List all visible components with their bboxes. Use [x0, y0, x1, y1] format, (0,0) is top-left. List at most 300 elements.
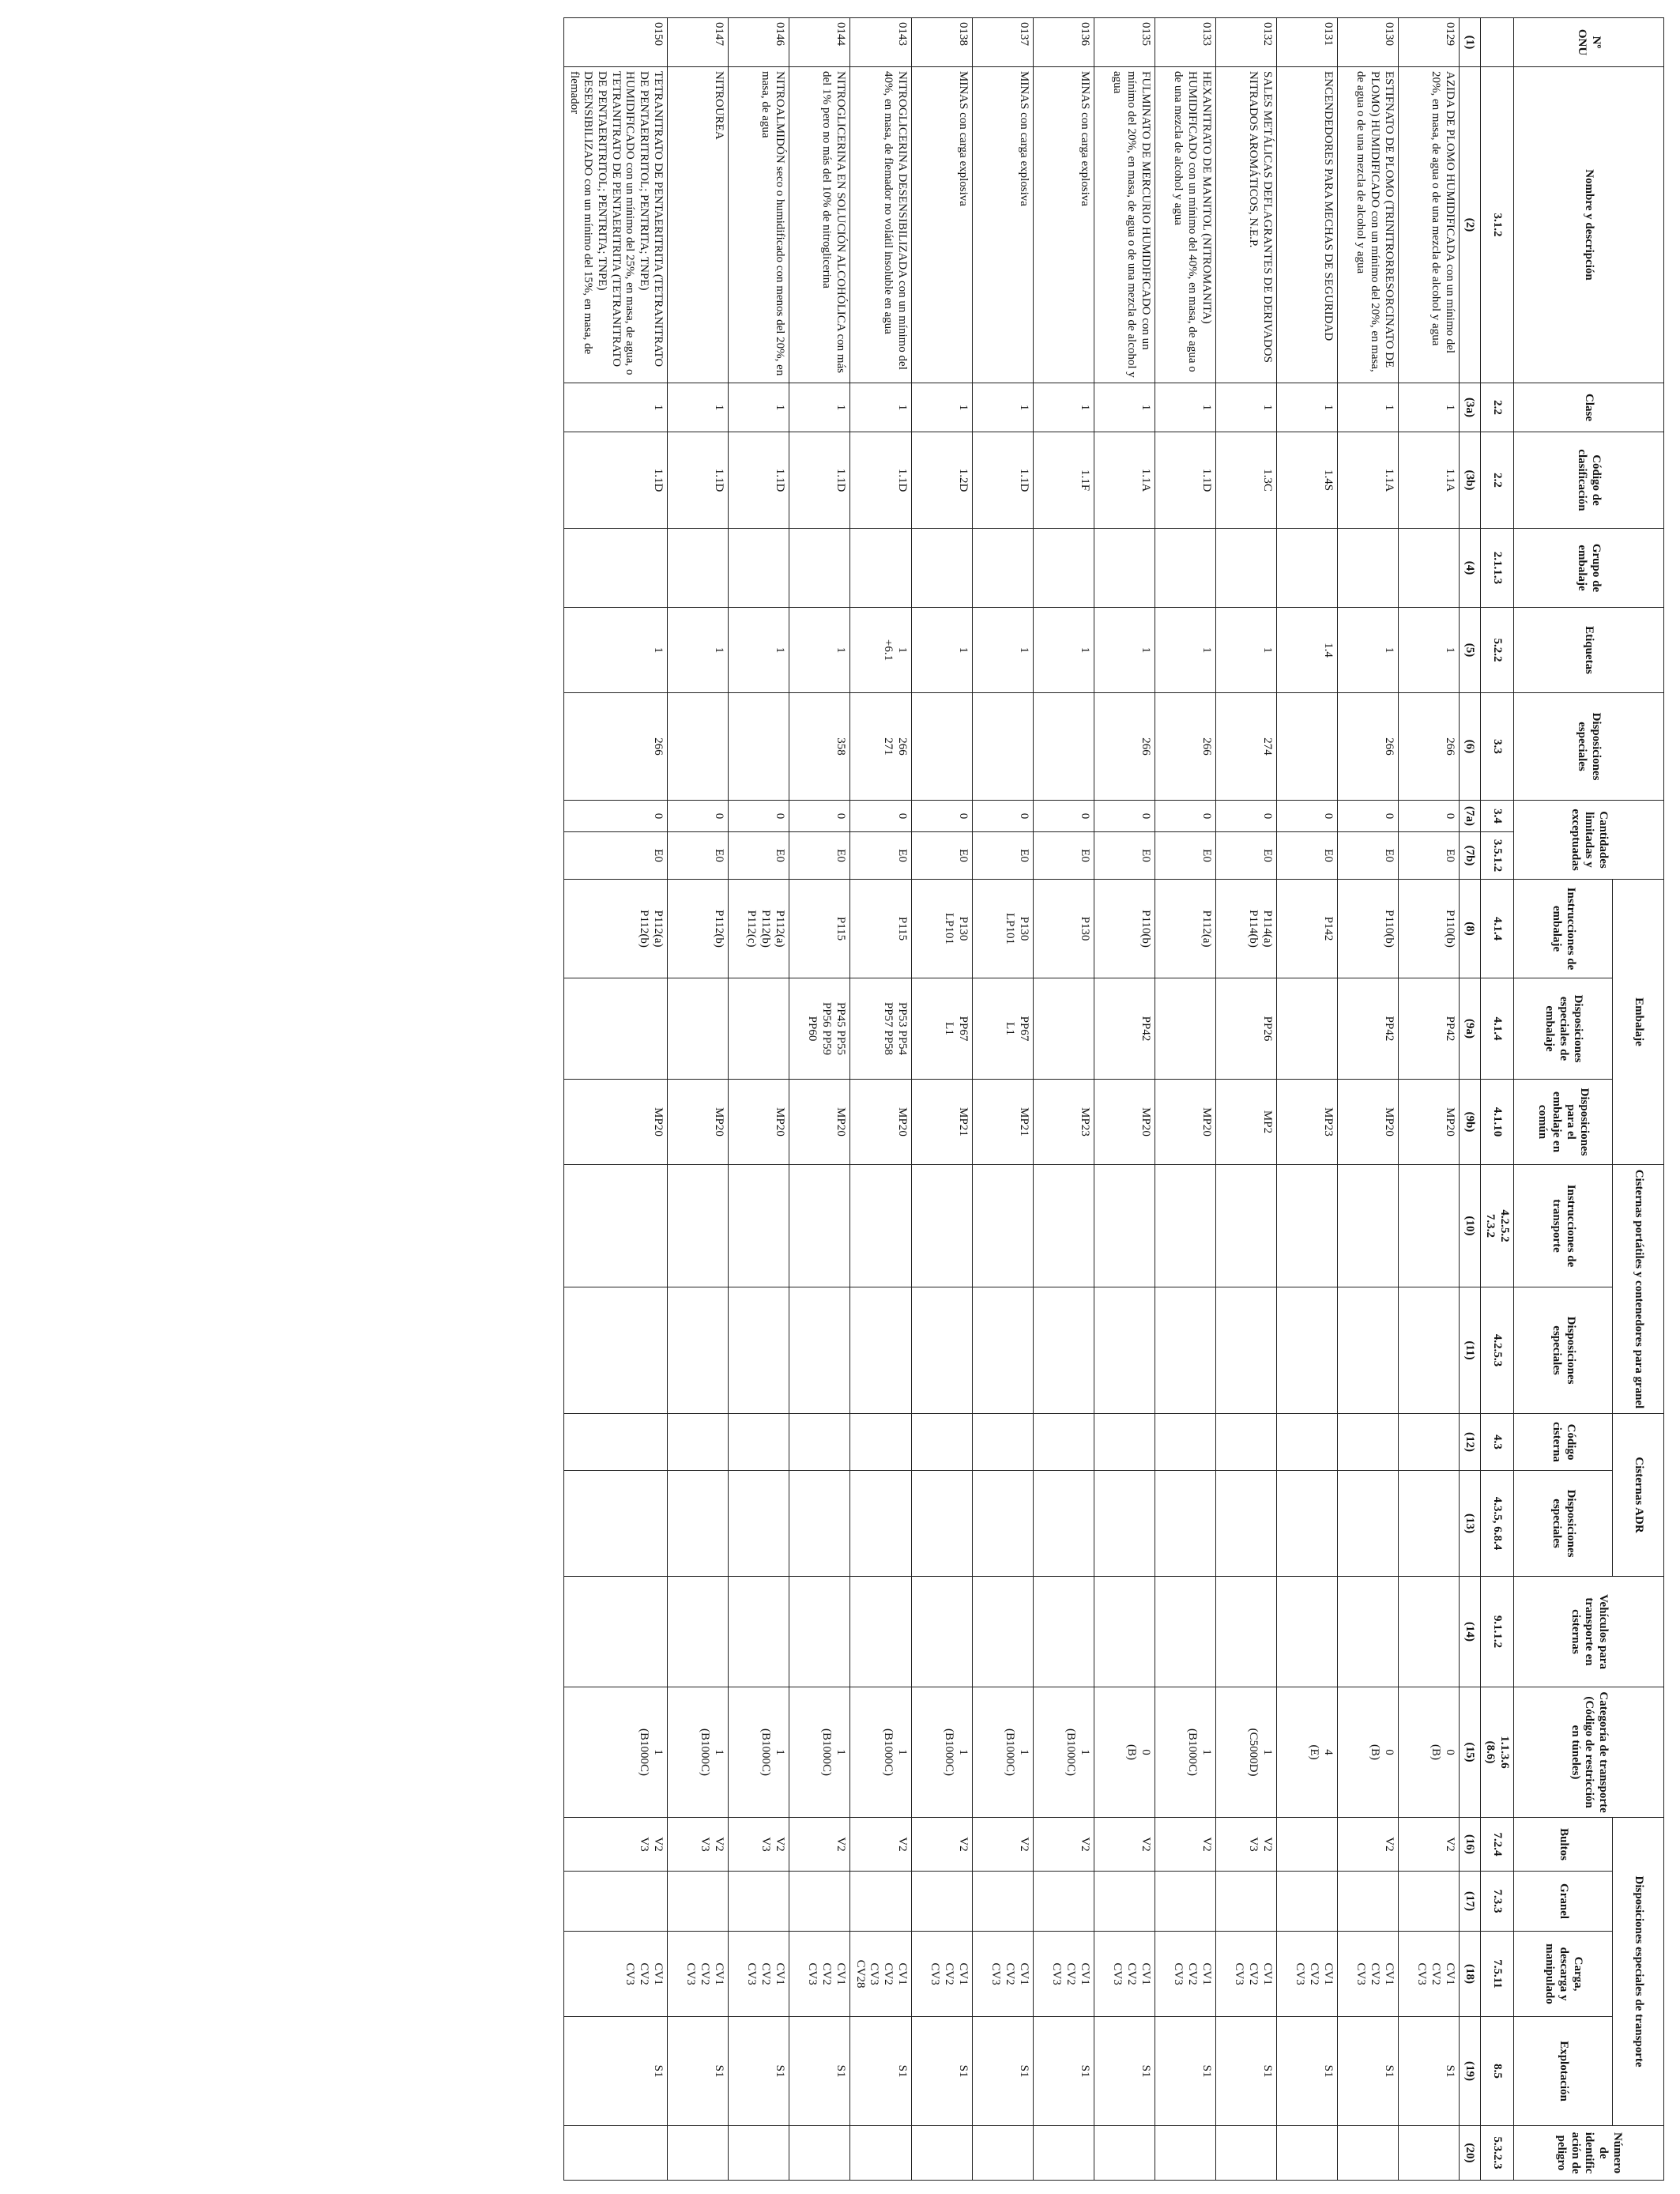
un-cell: 0129	[1398, 18, 1459, 67]
cantidad-limitada-cell: 0	[972, 801, 1033, 832]
ref-cell: 3.1.2	[1480, 67, 1513, 383]
num-cell: (2)	[1459, 67, 1480, 383]
bultos-cell: V2 V3	[1215, 1818, 1276, 1872]
disp-especiales-cp-cell	[1337, 1287, 1398, 1414]
categoria-cell: 1 (B1000C)	[564, 1687, 668, 1818]
num-cell: (6)	[1459, 693, 1480, 801]
num-cell: (9b)	[1459, 1080, 1480, 1165]
disp-especiales-embalaje-cell	[1276, 978, 1337, 1080]
grupo-cell	[1337, 529, 1398, 608]
dangerous-goods-table	[563, 17, 1664, 2181]
col-disp-especiales-adr-header: Disposiciones especiales	[1514, 1471, 1613, 1577]
num-cell: (4)	[1459, 529, 1480, 608]
table-row	[728, 18, 789, 2181]
codigo-cisterna-cell	[789, 1414, 849, 1471]
codigo-cell: 1.1D	[789, 432, 849, 529]
disp-especiales-adr-cell	[1215, 1471, 1276, 1577]
vehiculos-cell	[911, 1577, 972, 1687]
codigo-cisterna-cell	[1215, 1414, 1276, 1471]
cantidad-limitada-cell: 0	[1276, 801, 1337, 832]
disp-especiales-embalaje-cell: PP42	[1398, 978, 1459, 1080]
codigo-cell: 1.1D	[564, 432, 668, 529]
clase-cell: 1	[728, 383, 789, 432]
col-disp-especiales-cp-header: Disposiciones especiales	[1514, 1287, 1613, 1414]
explotacion-cell: S1	[1215, 2017, 1276, 2126]
instrucciones-transporte-cell	[1215, 1165, 1276, 1287]
cantidad-exceptuada-cell: E0	[1033, 832, 1094, 880]
disp-especiales-cp-cell	[1094, 1287, 1155, 1414]
codigo-cell: 1.1D	[849, 432, 911, 529]
explotacion-cell: S1	[728, 2017, 789, 2126]
disp-especiales-embalaje-cell: PP53 PP54 PP57 PP58	[849, 978, 911, 1080]
table-row	[1033, 18, 1094, 2181]
name-cell: AZIDA DE PLOMO HUMIDIFICADA con un mínimo del 20%, en masa, de agua o de una mezcla de alcohol y agua	[1398, 67, 1459, 383]
col-carga-header: Carga, descarga y manipulado	[1514, 1932, 1613, 2017]
num-cell: (8)	[1459, 880, 1480, 978]
clase-cell: 1	[667, 383, 728, 432]
vehiculos-cell	[789, 1577, 849, 1687]
instrucciones-transporte-cell	[1155, 1165, 1215, 1287]
codigo-cell: 1.1F	[1033, 432, 1094, 529]
codigo-cell: 1.1A	[1094, 432, 1155, 529]
disp-embalaje-comun-cell: MP23	[1033, 1080, 1094, 1165]
numero-peligro-cell	[972, 2126, 1033, 2181]
carga-cell: CV1 CV2 CV3 CV28	[849, 1932, 911, 2017]
codigo-cell: 1.1A	[1337, 432, 1398, 529]
cantidad-exceptuada-cell: E0	[1094, 832, 1155, 880]
carga-cell: CV1 CV2 CV3	[1337, 1932, 1398, 2017]
un-cell: 0147	[667, 18, 728, 67]
num-cell: (12)	[1459, 1414, 1480, 1471]
clase-cell: 1	[1337, 383, 1398, 432]
vehiculos-cell	[728, 1577, 789, 1687]
granel-cell	[849, 1872, 911, 1932]
ref-cell: 3.5.1.2	[1480, 832, 1513, 880]
disp-especiales-adr-cell	[1155, 1471, 1215, 1577]
cantidad-limitada-cell: 0	[789, 801, 849, 832]
num-cell: (13)	[1459, 1471, 1480, 1577]
ref-cell: 4.3.5, 6.8.4	[1480, 1471, 1513, 1577]
cantidad-limitada-cell: 0	[728, 801, 789, 832]
disp-especiales-cell: 266	[1337, 693, 1398, 801]
col-instrucciones-transporte-header: Instrucciones de transporte	[1514, 1165, 1613, 1287]
granel-cell	[1337, 1872, 1398, 1932]
disp-especiales-cell	[911, 693, 972, 801]
instrucciones-embalaje-cell: P130 LP101	[972, 880, 1033, 978]
codigo-cisterna-cell	[849, 1414, 911, 1471]
instrucciones-transporte-cell	[1033, 1165, 1094, 1287]
un-cell: 0132	[1215, 18, 1276, 67]
disp-especiales-cell: 266	[1094, 693, 1155, 801]
un-cell: 0144	[789, 18, 849, 67]
ref-cell	[1480, 18, 1513, 67]
categoria-cell: 1 (B1000C)	[1033, 1687, 1094, 1818]
reference-row	[1480, 18, 1513, 2181]
disp-especiales-cell: 266	[1155, 693, 1215, 801]
ref-cell: 5.2.2	[1480, 608, 1513, 693]
disp-embalaje-comun-cell: MP20	[849, 1080, 911, 1165]
explotacion-cell: S1	[564, 2017, 668, 2126]
grupo-cell	[1155, 529, 1215, 608]
instrucciones-embalaje-cell: P110(b)	[1398, 880, 1459, 978]
carga-cell: CV1 CV2 CV3	[911, 1932, 972, 2017]
grupo-cell	[728, 529, 789, 608]
col-bultos-header: Bultos	[1514, 1818, 1613, 1872]
col-numero-peligro-header: Número de identificación de peligro	[1514, 2126, 1664, 2181]
carga-cell: CV1 CV2 CV3	[972, 1932, 1033, 2017]
num-cell: (16)	[1459, 1818, 1480, 1872]
num-cell: (11)	[1459, 1287, 1480, 1414]
col-codigo-cisterna-header: Código cisterna	[1514, 1414, 1613, 1471]
vehiculos-cell	[1398, 1577, 1459, 1687]
un-cell: 0146	[728, 18, 789, 67]
instrucciones-embalaje-cell: P112(a)	[1155, 880, 1215, 978]
grupo-cell	[1215, 529, 1276, 608]
un-cell: 0138	[911, 18, 972, 67]
disp-embalaje-comun-cell: MP23	[1276, 1080, 1337, 1165]
codigo-cell: 1.3C	[1215, 432, 1276, 529]
disp-embalaje-comun-cell: MP20	[1398, 1080, 1459, 1165]
disp-especiales-adr-cell	[1276, 1471, 1337, 1577]
explotacion-cell: S1	[972, 2017, 1033, 2126]
num-cell: (20)	[1459, 2126, 1480, 2181]
disp-especiales-embalaje-cell: PP26	[1215, 978, 1276, 1080]
codigo-cisterna-cell	[972, 1414, 1033, 1471]
clase-cell: 1	[1276, 383, 1337, 432]
col-disp-especiales-embalaje-header: Disposiciones especiales de embalaje	[1514, 978, 1613, 1080]
bultos-cell: V2	[911, 1818, 972, 1872]
numero-peligro-cell	[1398, 2126, 1459, 2181]
grupo-cell	[911, 529, 972, 608]
cantidad-exceptuada-cell: E0	[911, 832, 972, 880]
ref-cell: 8.5	[1480, 2017, 1513, 2126]
disp-especiales-cell	[972, 693, 1033, 801]
cantidad-exceptuada-cell: E0	[564, 832, 668, 880]
table-row	[849, 18, 911, 2181]
disp-especiales-embalaje-cell: PP45 PP55 PP56 PP59 PP60	[789, 978, 849, 1080]
name-cell: NITROALMIDÓN seco o humidificado con menos del 20%, en masa, de agua	[728, 67, 789, 383]
instrucciones-transporte-cell	[911, 1165, 972, 1287]
etiquetas-cell: 1	[1398, 608, 1459, 693]
instrucciones-transporte-cell	[849, 1165, 911, 1287]
clase-cell: 1	[972, 383, 1033, 432]
disp-especiales-cell: 274	[1215, 693, 1276, 801]
cantidad-limitada-cell: 0	[564, 801, 668, 832]
etiquetas-cell: 1.4	[1276, 608, 1337, 693]
group-cisternas-adr-header: Cisternas ADR	[1613, 1414, 1664, 1577]
un-cell: 0150	[564, 18, 668, 67]
cantidad-exceptuada-cell: E0	[1215, 832, 1276, 880]
ref-cell: 7.2.4	[1480, 1818, 1513, 1872]
explotacion-cell: S1	[1337, 2017, 1398, 2126]
vehiculos-cell	[1215, 1577, 1276, 1687]
explotacion-cell: S1	[1276, 2017, 1337, 2126]
instrucciones-embalaje-cell: P112(a) P112(b)	[564, 880, 668, 978]
etiquetas-cell: 1	[1215, 608, 1276, 693]
disp-embalaje-comun-cell: MP20	[728, 1080, 789, 1165]
disp-especiales-embalaje-cell	[667, 978, 728, 1080]
etiquetas-cell: 1	[667, 608, 728, 693]
grupo-cell	[1094, 529, 1155, 608]
disp-especiales-cp-cell	[849, 1287, 911, 1414]
clase-cell: 1	[1033, 383, 1094, 432]
col-disp-embalaje-comun-header: Disposiciones para el embalaje en común	[1514, 1080, 1613, 1165]
cantidad-exceptuada-cell: E0	[789, 832, 849, 880]
disp-especiales-adr-cell	[728, 1471, 789, 1577]
cantidad-limitada-cell: 0	[1155, 801, 1215, 832]
disp-especiales-cell: 266	[564, 693, 668, 801]
carga-cell: CV1 CV2 CV3	[667, 1932, 728, 2017]
grupo-cell	[667, 529, 728, 608]
categoria-cell: 1 (B1000C)	[667, 1687, 728, 1818]
name-cell: NITROGLICERINA DESENSIBILIZADA con un mínimo del 40%, en masa, de flemador no volátil insoluble en agua	[849, 67, 911, 383]
bultos-cell: V2	[789, 1818, 849, 1872]
codigo-cell: 1.4S	[1276, 432, 1337, 529]
num-cell: (10)	[1459, 1165, 1480, 1287]
disp-especiales-adr-cell	[972, 1471, 1033, 1577]
table-body	[564, 18, 1460, 2181]
disp-especiales-embalaje-cell: PP42	[1337, 978, 1398, 1080]
clase-cell: 1	[1398, 383, 1459, 432]
codigo-cisterna-cell	[728, 1414, 789, 1471]
cantidad-exceptuada-cell: E0	[1276, 832, 1337, 880]
disp-especiales-cp-cell	[911, 1287, 972, 1414]
codigo-cell: 1.1D	[972, 432, 1033, 529]
cantidad-limitada-cell: 0	[1337, 801, 1398, 832]
name-cell: MINAS con carga explosiva	[1033, 67, 1094, 383]
num-cell: (19)	[1459, 2017, 1480, 2126]
col-grupo-header: Grupo de embalaje	[1514, 529, 1664, 608]
cantidad-limitada-cell: 0	[1215, 801, 1276, 832]
col-nombre-header: Nombre y descripción	[1514, 67, 1664, 383]
instrucciones-embalaje-cell: P112(a) P112(b) P112(c)	[728, 880, 789, 978]
disp-embalaje-comun-cell: MP2	[1215, 1080, 1276, 1165]
grupo-cell	[1276, 529, 1337, 608]
disp-especiales-embalaje-cell: PP67 L1	[911, 978, 972, 1080]
vehiculos-cell	[972, 1577, 1033, 1687]
name-cell: TETRANITRATO DE PENTAERITRITA (TETRANITRATO DE PENTAERITRITOL; PENTRITA; TNPE) HUMIDIFICADO con un mínimo del 25%, en masa, de agua, o TETRANITRATO DE PENTAERITRITA (TETRANITRATO DE PENTAERITRITOL; PENTRITA; TNPE) DESENSIBILIZADO con un mínimo del 15%, en masa, de flemador	[564, 67, 668, 383]
bultos-cell: V2 V3	[728, 1818, 789, 1872]
name-cell: HEXANITRATO DE MANITOL (NITROMANITA) HUMIDIFICADO con un mínimo del 40%, en masa, de agua o de una mezcla de alcohol y agua	[1155, 67, 1215, 383]
un-cell: 0133	[1155, 18, 1215, 67]
carga-cell: CV1 CV2 CV3	[728, 1932, 789, 2017]
disp-especiales-cp-cell	[1215, 1287, 1276, 1414]
table-row	[972, 18, 1033, 2181]
carga-cell: CV1 CV2 CV3	[1215, 1932, 1276, 2017]
disp-embalaje-comun-cell: MP20	[789, 1080, 849, 1165]
codigo-cisterna-cell	[1276, 1414, 1337, 1471]
categoria-cell: 0 (B)	[1398, 1687, 1459, 1818]
cantidad-limitada-cell: 0	[849, 801, 911, 832]
cantidad-limitada-cell: 0	[1094, 801, 1155, 832]
instrucciones-embalaje-cell: P112(b)	[667, 880, 728, 978]
disp-especiales-embalaje-cell	[1155, 978, 1215, 1080]
group-cisternas-portatiles-header: Cisternas portátiles y contenedores para granel	[1613, 1165, 1664, 1414]
clase-cell: 1	[1094, 383, 1155, 432]
categoria-cell: 1 (B1000C)	[728, 1687, 789, 1818]
vehiculos-cell	[1276, 1577, 1337, 1687]
instrucciones-transporte-cell	[564, 1165, 668, 1287]
name-cell: NITROUREA	[667, 67, 728, 383]
disp-especiales-adr-cell	[849, 1471, 911, 1577]
carga-cell: CV1 CV2 CV3	[564, 1932, 668, 2017]
granel-cell	[1276, 1872, 1337, 1932]
codigo-cell: 1.1D	[1155, 432, 1215, 529]
col-cantidades-header: Cantidades limitadas y exceptuadas	[1514, 801, 1664, 880]
bultos-cell: V2 V3	[564, 1818, 668, 1872]
disp-embalaje-comun-cell: MP20	[667, 1080, 728, 1165]
num-cell: (18)	[1459, 1932, 1480, 2017]
codigo-cisterna-cell	[1398, 1414, 1459, 1471]
vehiculos-cell	[849, 1577, 911, 1687]
ref-cell: 4.1.4	[1480, 978, 1513, 1080]
explotacion-cell: S1	[1155, 2017, 1215, 2126]
vehiculos-cell	[564, 1577, 668, 1687]
disp-embalaje-comun-cell: MP21	[972, 1080, 1033, 1165]
granel-cell	[1155, 1872, 1215, 1932]
instrucciones-transporte-cell	[667, 1165, 728, 1287]
table-row	[667, 18, 728, 2181]
granel-cell	[667, 1872, 728, 1932]
granel-cell	[1094, 1872, 1155, 1932]
instrucciones-embalaje-cell: P110(b)	[1337, 880, 1398, 978]
carga-cell: CV1 CV2 CV3	[789, 1932, 849, 2017]
instrucciones-embalaje-cell: P142	[1276, 880, 1337, 978]
categoria-cell: 1 (B1000C)	[972, 1687, 1033, 1818]
granel-cell	[789, 1872, 849, 1932]
grupo-cell	[972, 529, 1033, 608]
granel-cell	[1398, 1872, 1459, 1932]
codigo-cisterna-cell	[564, 1414, 668, 1471]
col-granel-header: Granel	[1514, 1872, 1613, 1932]
numero-peligro-cell	[849, 2126, 911, 2181]
disp-embalaje-comun-cell: MP21	[911, 1080, 972, 1165]
vehiculos-cell	[1033, 1577, 1094, 1687]
num-cell: (7a)	[1459, 801, 1480, 832]
disp-especiales-cp-cell	[1155, 1287, 1215, 1414]
instrucciones-transporte-cell	[1094, 1165, 1155, 1287]
codigo-cell: 1.1A	[1398, 432, 1459, 529]
codigo-cisterna-cell	[667, 1414, 728, 1471]
ref-cell: 9.1.1.2	[1480, 1577, 1513, 1687]
clase-cell: 1	[911, 383, 972, 432]
bultos-cell: V2	[1398, 1818, 1459, 1872]
carga-cell: CV1 CV2 CV3	[1094, 1932, 1155, 2017]
clase-cell: 1	[1215, 383, 1276, 432]
granel-cell	[564, 1872, 668, 1932]
etiquetas-cell: 1	[728, 608, 789, 693]
cantidad-exceptuada-cell: E0	[728, 832, 789, 880]
granel-cell	[728, 1872, 789, 1932]
cantidad-exceptuada-cell: E0	[972, 832, 1033, 880]
codigo-cell: 1.2D	[911, 432, 972, 529]
name-cell: NITROGLICERINA EN SOLUCIÓN ALCOHÓLICA con más del 1% pero no más del 10% de nitroglicerina	[789, 67, 849, 383]
group-disp-transporte-header: Disposiciones especiales de transporte	[1613, 1818, 1664, 2126]
disp-especiales-adr-cell	[789, 1471, 849, 1577]
table-row	[1094, 18, 1155, 2181]
codigo-cell: 1.1D	[728, 432, 789, 529]
bultos-cell: V2 V3	[667, 1818, 728, 1872]
bultos-cell: V2	[1094, 1818, 1155, 1872]
bultos-cell: V2	[1033, 1818, 1094, 1872]
disp-especiales-embalaje-cell: PP42	[1094, 978, 1155, 1080]
num-cell: (17)	[1459, 1872, 1480, 1932]
cantidad-limitada-cell: 0	[1398, 801, 1459, 832]
vehiculos-cell	[667, 1577, 728, 1687]
ref-cell: 7.3.3	[1480, 1872, 1513, 1932]
etiquetas-cell: 1 +6.1	[849, 608, 911, 693]
clase-cell: 1	[564, 383, 668, 432]
cantidad-limitada-cell: 0	[1033, 801, 1094, 832]
categoria-cell: 1 (B1000C)	[911, 1687, 972, 1818]
instrucciones-embalaje-cell: P130 LP101	[911, 880, 972, 978]
grupo-cell	[789, 529, 849, 608]
etiquetas-cell: 1	[1337, 608, 1398, 693]
table-row	[564, 18, 668, 2181]
instrucciones-transporte-cell	[1276, 1165, 1337, 1287]
table-row	[1155, 18, 1215, 2181]
bultos-cell: V2	[1155, 1818, 1215, 1872]
codigo-cisterna-cell	[1094, 1414, 1155, 1471]
name-cell: MINAS con carga explosiva	[911, 67, 972, 383]
instrucciones-transporte-cell	[1398, 1165, 1459, 1287]
bultos-cell: V2	[849, 1818, 911, 1872]
ref-cell: 4.2.5.2 7.3.2	[1480, 1165, 1513, 1287]
cantidad-exceptuada-cell: E0	[849, 832, 911, 880]
num-cell: (1)	[1459, 18, 1480, 67]
disp-especiales-cp-cell	[1033, 1287, 1094, 1414]
col-etiquetas-header: Etiquetas	[1514, 608, 1664, 693]
instrucciones-embalaje-cell: P115	[849, 880, 911, 978]
disp-especiales-cell	[1276, 693, 1337, 801]
col-disp-especiales-header: Disposiciones especiales	[1514, 693, 1664, 801]
carga-cell: CV1 CV2 CV3	[1276, 1932, 1337, 2017]
categoria-cell: 1 (B1000C)	[789, 1687, 849, 1818]
explotacion-cell: S1	[667, 2017, 728, 2126]
name-cell: SALES METÁLICAS DEFLAGRANTES DE DERIVADOS NITRADOS AROMÁTICOS, N.E.P.	[1215, 67, 1276, 383]
disp-especiales-cp-cell	[667, 1287, 728, 1414]
disp-especiales-cell: 266	[1398, 693, 1459, 801]
disp-especiales-cell: 266 271	[849, 693, 911, 801]
disp-especiales-adr-cell	[1337, 1471, 1398, 1577]
col-codigo-header: Código de clasificación	[1514, 432, 1664, 529]
numero-peligro-cell	[1337, 2126, 1398, 2181]
disp-especiales-adr-cell	[564, 1471, 668, 1577]
column-number-row	[1459, 18, 1480, 2181]
etiquetas-cell: 1	[911, 608, 972, 693]
disp-especiales-embalaje-cell	[564, 978, 668, 1080]
etiquetas-cell: 1	[1155, 608, 1215, 693]
disp-especiales-adr-cell	[911, 1471, 972, 1577]
ref-cell: 7.5.11	[1480, 1932, 1513, 2017]
num-cell: (3b)	[1459, 432, 1480, 529]
col-instrucciones-embalaje-header: Instrucciones de embalaje	[1514, 880, 1613, 978]
disp-especiales-adr-cell	[1398, 1471, 1459, 1577]
disp-especiales-cp-cell	[789, 1287, 849, 1414]
name-cell: ENCENDEDORES PARA MECHAS DE SEGURIDAD	[1276, 67, 1337, 383]
instrucciones-embalaje-cell: P114(a) P114(b)	[1215, 880, 1276, 978]
vehiculos-cell	[1155, 1577, 1215, 1687]
un-cell: 0137	[972, 18, 1033, 67]
explotacion-cell: S1	[849, 2017, 911, 2126]
un-cell: 0136	[1033, 18, 1094, 67]
instrucciones-transporte-cell	[972, 1165, 1033, 1287]
disp-especiales-embalaje-cell	[728, 978, 789, 1080]
ref-cell: 4.3	[1480, 1414, 1513, 1471]
explotacion-cell: S1	[1033, 2017, 1094, 2126]
disp-especiales-cell	[667, 693, 728, 801]
ref-cell: 2.2	[1480, 432, 1513, 529]
